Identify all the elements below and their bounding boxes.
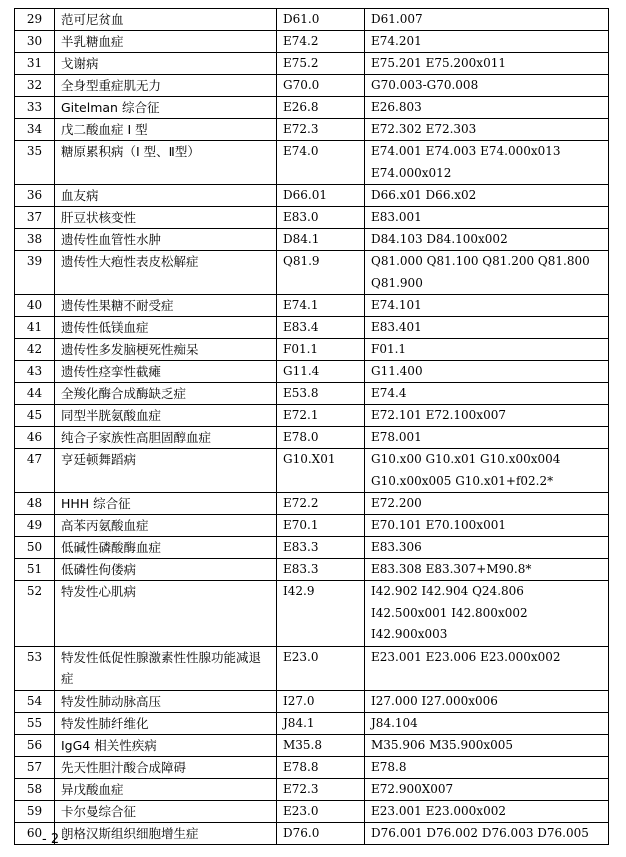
table-row (15, 559, 609, 581)
row-number-cell: 51 (15, 559, 55, 581)
row-number-cell: 43 (15, 361, 55, 383)
icd-subcode-cell: E83.001 (365, 207, 609, 229)
icd-code-cell: G70.0 (277, 75, 365, 97)
row-number-cell: 29 (15, 9, 55, 31)
icd-code-cell: E72.1 (277, 405, 365, 427)
disease-name-cell: 高苯丙氨酸血症 (55, 515, 277, 537)
disease-name-cell: 异戊酸血症 (55, 778, 277, 800)
icd-subcode-cell: E72.900X007 (365, 778, 609, 800)
icd-subcode-cell: E26.803 (365, 97, 609, 119)
icd-code-cell: I42.9 (277, 581, 365, 647)
row-number-cell: 32 (15, 75, 55, 97)
icd-code-cell: G11.4 (277, 361, 365, 383)
table-row (15, 427, 609, 449)
table-row (15, 800, 609, 822)
icd-code-cell: E72.2 (277, 493, 365, 515)
row-number-cell: 53 (15, 646, 55, 690)
row-number-cell: 50 (15, 537, 55, 559)
table-body (15, 9, 609, 845)
icd-subcode-cell: E72.200 (365, 493, 609, 515)
table-row (15, 690, 609, 712)
disease-name-cell: 范可尼贫血 (55, 9, 277, 31)
row-number-cell: 59 (15, 800, 55, 822)
icd-code-cell: E74.1 (277, 295, 365, 317)
icd-subcode-cell: D66.x01 D66.x02 (365, 185, 609, 207)
icd-subcode-cell: E83.308 E83.307+M90.8* (365, 559, 609, 581)
table-row (15, 251, 609, 295)
icd-subcode-cell: G10.x00 G10.x01 G10.x00x004 G10.x00x005 G10.x01+f02.2* (365, 449, 609, 493)
disease-name-cell: 戊二酸血症 Ⅰ 型 (55, 119, 277, 141)
table-row (15, 339, 609, 361)
icd-subcode-cell: I27.000 I27.000x006 (365, 690, 609, 712)
disease-code-table (14, 8, 609, 845)
icd-code-cell: F01.1 (277, 339, 365, 361)
icd-subcode-cell: E74.4 (365, 383, 609, 405)
icd-code-cell: I27.0 (277, 690, 365, 712)
row-number-cell: 49 (15, 515, 55, 537)
icd-subcode-cell: I42.902 I42.904 Q24.806 I42.500x001 I42.800x002 I42.900x003 (365, 581, 609, 647)
disease-name-cell: 半乳糖血症 (55, 31, 277, 53)
icd-code-cell: E83.3 (277, 559, 365, 581)
disease-name-cell: 遗传性果糖不耐受症 (55, 295, 277, 317)
icd-subcode-cell: E70.101 E70.100x001 (365, 515, 609, 537)
icd-subcode-cell: E83.306 (365, 537, 609, 559)
row-number-cell: 40 (15, 295, 55, 317)
row-number-cell: 60 (15, 822, 55, 844)
table-row (15, 778, 609, 800)
row-number-cell: 54 (15, 690, 55, 712)
disease-name-cell: 遗传性低镁血症 (55, 317, 277, 339)
table-row (15, 449, 609, 493)
row-number-cell: 47 (15, 449, 55, 493)
icd-code-cell: E75.2 (277, 53, 365, 75)
row-number-cell: 37 (15, 207, 55, 229)
icd-subcode-cell: E75.201 E75.200x011 (365, 53, 609, 75)
icd-subcode-cell: E23.001 E23.000x002 (365, 800, 609, 822)
table-row (15, 646, 609, 690)
disease-name-cell: 低碱性磷酸酶血症 (55, 537, 277, 559)
table-row (15, 317, 609, 339)
disease-name-cell: 卡尔曼综合征 (55, 800, 277, 822)
table-row (15, 581, 609, 647)
icd-subcode-cell: D61.007 (365, 9, 609, 31)
table-row (15, 515, 609, 537)
icd-subcode-cell: E78.8 (365, 756, 609, 778)
table-row (15, 9, 609, 31)
table-row (15, 141, 609, 185)
disease-name-cell: 糖原累积病（Ⅰ 型、Ⅱ型） (55, 141, 277, 185)
disease-name-cell: 特发性肺动脉高压 (55, 690, 277, 712)
table-row (15, 295, 609, 317)
disease-name-cell: 全身型重症肌无力 (55, 75, 277, 97)
icd-code-cell: E83.0 (277, 207, 365, 229)
row-number-cell: 42 (15, 339, 55, 361)
table-row (15, 31, 609, 53)
row-number-cell: 33 (15, 97, 55, 119)
row-number-cell: 31 (15, 53, 55, 75)
icd-code-cell: E53.8 (277, 383, 365, 405)
table-row (15, 712, 609, 734)
row-number-cell: 57 (15, 756, 55, 778)
row-number-cell: 36 (15, 185, 55, 207)
table-row (15, 405, 609, 427)
icd-code-cell: D76.0 (277, 822, 365, 844)
icd-subcode-cell: E78.001 (365, 427, 609, 449)
row-number-cell: 52 (15, 581, 55, 647)
row-number-cell: 56 (15, 734, 55, 756)
row-number-cell: 30 (15, 31, 55, 53)
disease-name-cell: 低磷性佝偻病 (55, 559, 277, 581)
table-row (15, 207, 609, 229)
icd-subcode-cell: F01.1 (365, 339, 609, 361)
disease-name-cell: 肝豆状核变性 (55, 207, 277, 229)
row-number-cell: 48 (15, 493, 55, 515)
table-row (15, 119, 609, 141)
disease-name-cell: 先天性胆汁酸合成障碍 (55, 756, 277, 778)
icd-subcode-cell: D84.103 D84.100x002 (365, 229, 609, 251)
icd-code-cell: G10.X01 (277, 449, 365, 493)
disease-name-cell: IgG4 相关性疾病 (55, 734, 277, 756)
table-row (15, 229, 609, 251)
icd-subcode-cell: D76.001 D76.002 D76.003 D76.005 (365, 822, 609, 844)
row-number-cell: 38 (15, 229, 55, 251)
row-number-cell: 34 (15, 119, 55, 141)
icd-code-cell: E72.3 (277, 778, 365, 800)
row-number-cell: 35 (15, 141, 55, 185)
icd-code-cell: E83.3 (277, 537, 365, 559)
disease-name-cell: 遗传性多发脑梗死性痴呆 (55, 339, 277, 361)
icd-subcode-cell: E74.201 (365, 31, 609, 53)
table-row (15, 493, 609, 515)
icd-subcode-cell: J84.104 (365, 712, 609, 734)
table-row (15, 537, 609, 559)
icd-code-cell: E72.3 (277, 119, 365, 141)
icd-code-cell: J84.1 (277, 712, 365, 734)
disease-name-cell: 同型半胱氨酸血症 (55, 405, 277, 427)
disease-name-cell: 血友病 (55, 185, 277, 207)
disease-name-cell: 朗格汉斯组织细胞增生症 (55, 822, 277, 844)
icd-code-cell: E23.0 (277, 800, 365, 822)
icd-subcode-cell: G11.400 (365, 361, 609, 383)
row-number-cell: 45 (15, 405, 55, 427)
table-row (15, 822, 609, 844)
disease-name-cell: 遗传性血管性水肿 (55, 229, 277, 251)
icd-subcode-cell: E83.401 (365, 317, 609, 339)
icd-code-cell: E78.8 (277, 756, 365, 778)
icd-code-cell: E74.2 (277, 31, 365, 53)
icd-code-cell: E26.8 (277, 97, 365, 119)
disease-name-cell: 特发性心肌病 (55, 581, 277, 647)
row-number-cell: 55 (15, 712, 55, 734)
disease-name-cell: 戈谢病 (55, 53, 277, 75)
row-number-cell: 58 (15, 778, 55, 800)
icd-subcode-cell: G70.003-G70.008 (365, 75, 609, 97)
icd-code-cell: E78.0 (277, 427, 365, 449)
icd-subcode-cell: E74.101 (365, 295, 609, 317)
icd-code-cell: D84.1 (277, 229, 365, 251)
disease-name-cell: 遗传性大疱性表皮松解症 (55, 251, 277, 295)
row-number-cell: 41 (15, 317, 55, 339)
table-row (15, 361, 609, 383)
icd-code-cell: E70.1 (277, 515, 365, 537)
row-number-cell: 39 (15, 251, 55, 295)
disease-name-cell: 纯合子家族性高胆固醇血症 (55, 427, 277, 449)
disease-name-cell: 特发性肺纤维化 (55, 712, 277, 734)
icd-code-cell: E23.0 (277, 646, 365, 690)
icd-code-cell: E74.0 (277, 141, 365, 185)
disease-name-cell: 特发性低促性腺激素性性腺功能减退症 (55, 646, 277, 690)
disease-name-cell: 亨廷顿舞蹈病 (55, 449, 277, 493)
icd-subcode-cell: E72.302 E72.303 (365, 119, 609, 141)
disease-name-cell: HHH 综合征 (55, 493, 277, 515)
table-row (15, 185, 609, 207)
icd-subcode-cell: E74.001 E74.003 E74.000x013 E74.000x012 (365, 141, 609, 185)
icd-subcode-cell: Q81.000 Q81.100 Q81.200 Q81.800 Q81.900 (365, 251, 609, 295)
row-number-cell: 44 (15, 383, 55, 405)
table-row (15, 734, 609, 756)
icd-subcode-cell: E72.101 E72.100x007 (365, 405, 609, 427)
table-row (15, 53, 609, 75)
disease-name-cell: 全羧化酶合成酶缺乏症 (55, 383, 277, 405)
icd-code-cell: Q81.9 (277, 251, 365, 295)
table-row (15, 383, 609, 405)
disease-name-cell: 遗传性痉挛性截瘫 (55, 361, 277, 383)
row-number-cell: 46 (15, 427, 55, 449)
icd-subcode-cell: E23.001 E23.006 E23.000x002 (365, 646, 609, 690)
table-row (15, 756, 609, 778)
icd-code-cell: D61.0 (277, 9, 365, 31)
table-row (15, 75, 609, 97)
table-row (15, 97, 609, 119)
disease-name-cell: Gitelman 综合征 (55, 97, 277, 119)
icd-subcode-cell: M35.906 M35.900x005 (365, 734, 609, 756)
page-number: - 2 - (42, 832, 68, 847)
icd-code-cell: M35.8 (277, 734, 365, 756)
icd-code-cell: D66.01 (277, 185, 365, 207)
icd-code-cell: E83.4 (277, 317, 365, 339)
